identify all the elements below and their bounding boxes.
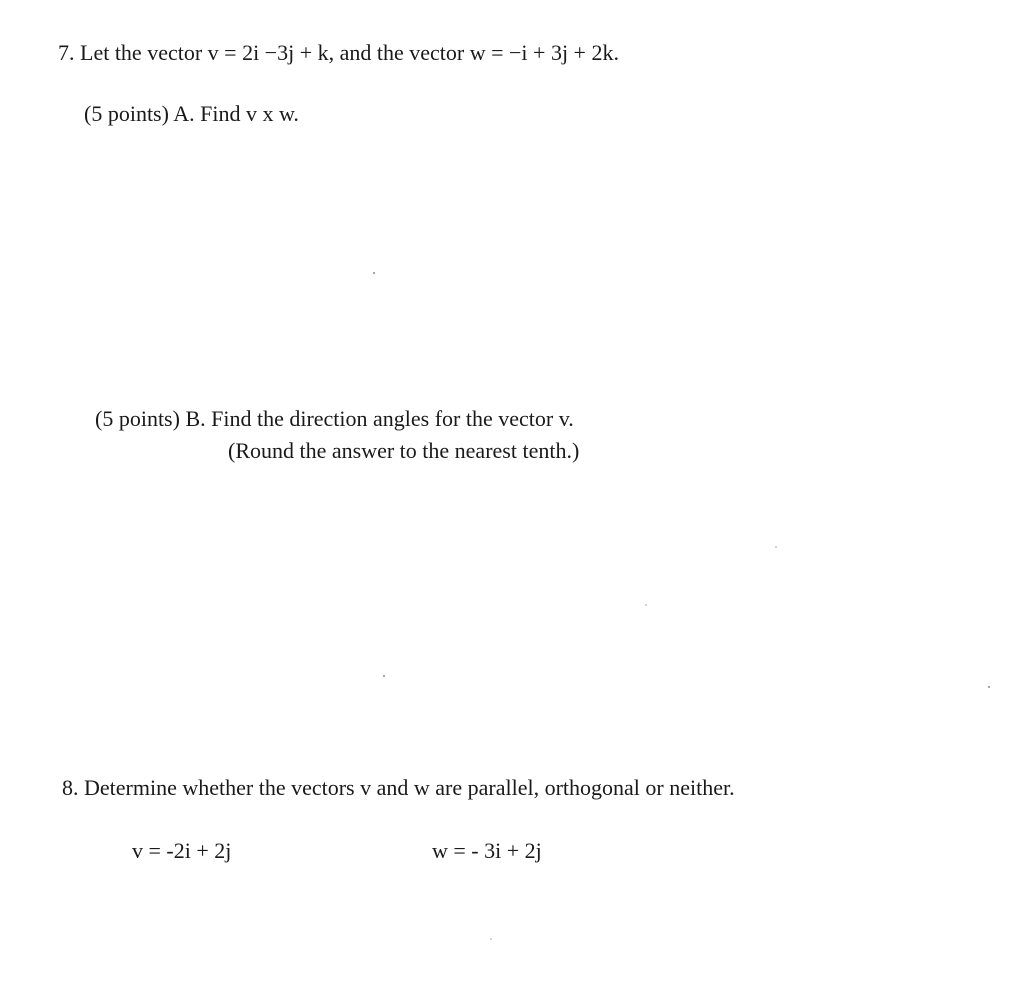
question-7-stem: 7. Let the vector v = 2i −3j + k, and the vector w = −i + 3j + 2k. <box>58 40 619 65</box>
question-8-vector-v: v = -2i + 2j <box>132 838 232 863</box>
scan-speck <box>490 938 492 940</box>
scan-speck <box>988 686 990 688</box>
question-8-stem: 8. Determine whether the vectors v and w are parallel, orthogonal or neither. <box>62 775 735 800</box>
question-8-vector-w: w = - 3i + 2j <box>432 838 542 863</box>
question-7-part-b-rounding-note: (Round the answer to the nearest tenth.) <box>228 438 580 463</box>
scan-speck <box>775 546 777 548</box>
scan-speck <box>645 604 647 606</box>
question-7-part-b: (5 points) B. Find the direction angles for the vector v. <box>95 406 574 431</box>
scan-speck <box>383 675 385 677</box>
question-7-part-a: (5 points) A. Find v x w. <box>84 101 299 126</box>
scan-speck <box>373 272 375 274</box>
